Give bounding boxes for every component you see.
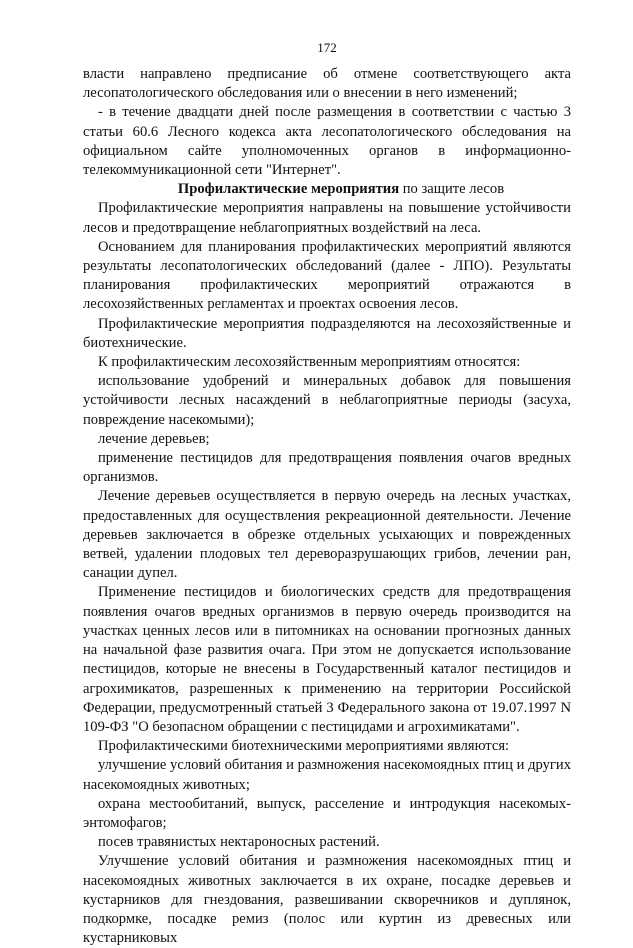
paragraph-7: использование удобрений и минеральных добавок для повышения устойчивости лесных насаждений в неблагоприятные периоды (засуха, повреждение насекомыми); — [83, 373, 571, 428]
paragraph-11: Применение пестицидов и биологических средств для предотвращения появления очагов вредных организмов в первую очередь производится на участках ценных лесов или в питомниках на основании прогнозных данных на начальной фазе развития очага. При этом не допускается использование пестицидов, которые не внесены в Государственный каталог пестицидов и агрохимикатов, разрешенных к применению на территории Российской Федерации, предусмотренный статьей 3 Федерального закона от 19.07.1997 N 109-ФЗ "О безопасном обращении с пестицидами и агрохимикатами". — [83, 584, 571, 735]
paragraph-14: охрана местообитаний, выпуск, расселение и интродукция насекомых-энтомофагов; — [83, 795, 571, 831]
paragraph-13: улучшение условий обитания и размножения насекомоядных птиц и других насекомоядных животных; — [83, 757, 571, 793]
paragraph-16: Улучшение условий обитания и размножения насекомоядных птиц и насекомоядных животных заключается в их охране, посадке деревьев и кустарников для гнездования, развешивании скворечников и дуплянок, подкормке, посадке ремиз (полос или куртин из древесных или кустарниковых — [83, 853, 571, 947]
paragraph-9: применение пестицидов для предотвращения появления очагов вредных организмов. — [83, 450, 571, 486]
paragraph-10: Лечение деревьев осуществляется в первую очередь на лесных участках, предоставленных для осуществления рекреационной деятельности. Лечение деревьев заключается в обрезке отдельных усыхающих и поврежденных ветвей, удалении плодовых тел дереворазрушающих грибов, лечении ран, санации дупел. — [83, 488, 571, 582]
section-heading-bold: Профилактические мероприятия — [177, 181, 400, 198]
paragraph-2: - в течение двадцати дней после размещения в соответствии с частью 3 статьи 60.6 Лесного кодекса акта лесопатологического обследования на официальном сайте уполномоченных органов в информационно-телекоммуникационной сети "Интернет". — [83, 104, 571, 179]
section-heading-rest: по защите лесов — [399, 181, 505, 198]
paragraph-3: Профилактические мероприятия направлены на повышение устойчивости лесов и предотвращение неблагоприятных воздействий на леса. — [83, 200, 571, 236]
paragraph-4: Основанием для планирования профилактических мероприятий являются результаты лесопатологических обследований (далее - ЛПО). Результаты планирования профилактических мероприятий отражаются в лесохозяйственных регламентах и проектах освоения лесов. — [83, 238, 571, 313]
section-heading — [83, 180, 571, 199]
paragraph-8: лечение деревьев; — [98, 430, 210, 447]
document-page — [83, 40, 571, 948]
paragraph-12: Профилактическими биотехническими мероприятиями являются: — [98, 738, 510, 755]
page-number: 172 — [317, 40, 337, 55]
paragraph-15: посев травянистых нектароносных растений. — [98, 834, 380, 851]
paragraph-6: К профилактическим лесохозяйственным мероприятиям относятся: — [98, 354, 521, 371]
paragraph-5: Профилактические мероприятия подразделяются на лесохозяйственные и биотехнические. — [83, 315, 571, 351]
paragraph-1: власти направлено предписание об отмене соответствующего акта лесопатологического обследования или о внесении в него изменений; — [83, 66, 571, 102]
